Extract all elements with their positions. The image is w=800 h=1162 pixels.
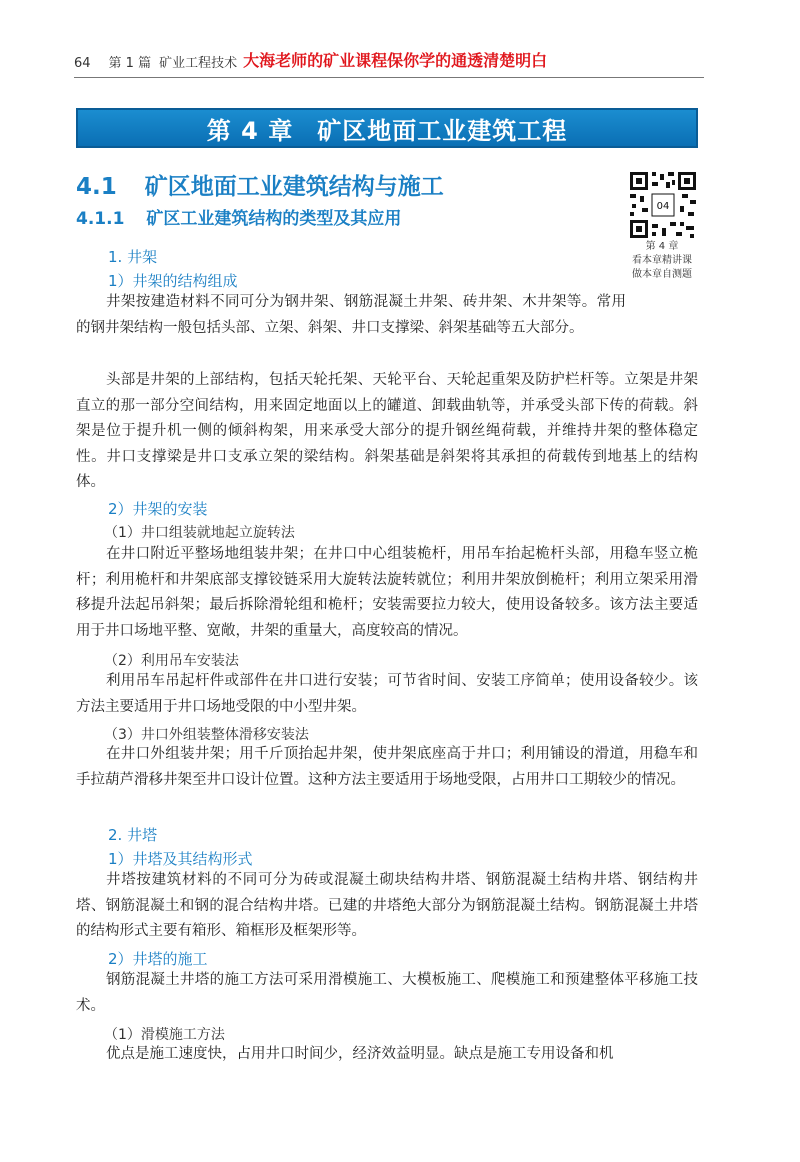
paragraph-tower-types: 井塔按建筑材料的不同可分为砖或混凝土砌块结构井塔、钢筋混凝土结构井塔、钢结构井塔、钢筋混凝土和钢的混合结构井塔。已建的井塔绝大部分为钢筋混凝土结构。钢筋混凝土井塔的结构形式主要有箱形、箱框形及框架形等。 <box>76 872 698 939</box>
chapter-number: 第 4 章 <box>206 116 294 145</box>
heading-tower-construction: 2）井塔的施工 <box>108 950 208 968</box>
qr-code-icon[interactable] <box>628 170 698 240</box>
page-number: 64 <box>74 56 91 71</box>
chapter-banner <box>76 108 698 148</box>
paragraph-derrick-types: 井架按建造材料不同可分为钢井架、钢筋混凝土井架、砖井架、木井架等。常用的钢井架结构一般包括头部、立架、斜架、井口支撑梁、斜架基础等五大部分。 <box>76 294 626 336</box>
heading-derrick-installation: 2）井架的安装 <box>108 500 208 518</box>
subsection-heading <box>76 204 401 229</box>
heading-method-1: （1）井口组装就地起立旋转法 <box>104 525 295 541</box>
paragraph-method-3: 在井口外组装井架；用千斤顶抬起井架，使井架底座高于井口；利用铺设的滑道，用稳车和手拉葫芦滑移井架至井口设计位置。这种方法主要适用于场地受限，占用井口工期较少的情况。 <box>76 746 698 788</box>
heading-method-2: （2）利用吊车安装法 <box>104 653 239 669</box>
qr-caption <box>612 240 712 282</box>
promo-text: 大海老师的矿业课程保你学的通透清楚明白 <box>243 51 548 70</box>
running-header <box>74 48 704 78</box>
subsection-title: 矿区工业建筑结构的类型及其应用 <box>146 209 402 229</box>
heading-derrick-structure: 1）井架的结构组成 <box>108 272 238 290</box>
heading-derrick: 1. 井架 <box>108 248 158 266</box>
part-title: 矿业工程技术 <box>159 56 238 71</box>
heading-tower-structure: 1）井塔及其结构形式 <box>108 850 253 868</box>
section-title: 矿区地面工业建筑结构与施工 <box>144 174 444 200</box>
qr-caption-lecture: 看本章精讲课 <box>632 255 692 266</box>
chapter-title: 矿区地面工业建筑工程 <box>317 116 568 145</box>
paragraph-slipform: 优点是施工速度快，占用井口时间少，经济效益明显。缺点是施工专用设备和机 <box>106 1046 614 1062</box>
heading-tower: 2. 井塔 <box>108 826 158 844</box>
paragraph-tower-methods: 钢筋混凝土井塔的施工方法可采用滑模施工、大模板施工、爬模施工和预建整体平移施工技术。 <box>76 972 698 1014</box>
qr-center-text: 04 <box>656 201 670 212</box>
heading-slipform: （1）滑模施工方法 <box>104 1027 225 1043</box>
qr-caption-quiz: 做本章自测题 <box>632 269 692 280</box>
section-heading <box>76 168 444 201</box>
section-number: 4.1 <box>76 174 117 200</box>
heading-method-3: （3）井口外组装整体滑移安装法 <box>104 727 309 743</box>
part-label: 第 1 篇 <box>108 56 152 71</box>
paragraph-method-1: 在井口附近平整场地组装井架；在井口中心组装桅杆，用吊车抬起桅杆头部，用稳车竖立桅杆；利用桅杆和井架底部支撑铰链采用大旋转法旋转就位；利用井架放倒桅杆；利用立架采用滑移提升法起吊斜架；最后拆除滑轮组和桅杆；安装需要拉力较大，使用设备较多。该方法主要适用于井口场地平整、宽敞，井架的重量大，高度较高的情况。 <box>76 546 698 639</box>
paragraph-derrick-parts: 头部是井架的上部结构，包括天轮托架、天轮平台、天轮起重架及防护栏杆等。立架是井架直立的那一部分空间结构，用来固定地面以上的罐道、卸载曲轨等，并承受头部下传的荷载。斜架是位于提升机一侧的倾斜构架，用来承受大部分的提升钢丝绳荷载，并维持井架的整体稳定性。井口支撑梁是井口支承立架的梁结构。斜架基础是斜架将其承担的荷载传到地基上的结构体。 <box>76 372 698 490</box>
qr-caption-chapter: 第 4 章 <box>645 241 679 252</box>
paragraph-method-2: 利用吊车吊起杆件或部件在井口进行安装；可节省时间、安装工序简单；使用设备较少。该方法主要适用于井口场地受限的中小型井架。 <box>76 673 698 715</box>
subsection-number: 4.1.1 <box>76 209 125 229</box>
